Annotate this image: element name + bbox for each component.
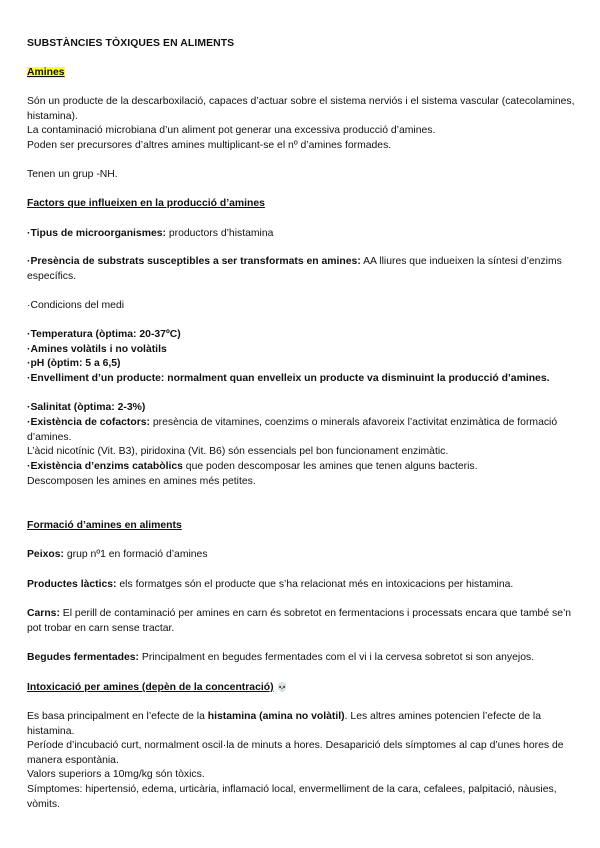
factor-nicotinic: L’àcid nicotínic (Vit. B3), piridoxina (Vit. B6) són essencials pel bon funcionament enzimàtic. bbox=[27, 446, 449, 457]
formation-meat-label: Carns: bbox=[27, 608, 60, 619]
intoxication-p1-start: Es basa principalment en l’efecte de la bbox=[27, 711, 208, 722]
factor-catabolic-label: ·Existència d’enzims catabòlics bbox=[27, 461, 183, 472]
factor-temperature-text: ·Temperatura (òptima: 20-37ºC) bbox=[27, 329, 181, 340]
factor-microorganisms bbox=[27, 227, 583, 242]
formation-heading: Formació d’amines en aliments bbox=[27, 520, 182, 531]
formation-dairy bbox=[27, 578, 583, 593]
formation-meat bbox=[27, 607, 583, 636]
intoxication-paragraph-3: Valors superiors a 10mg/kg són tòxics. bbox=[27, 769, 205, 780]
amines-heading: Amines bbox=[27, 67, 65, 78]
intoxication-heading-line bbox=[27, 680, 583, 696]
document-title: SUBSTÀNCIES TÒXIQUES EN ALIMENTS bbox=[27, 38, 235, 49]
formation-fish bbox=[27, 548, 583, 563]
factor-cofactors bbox=[27, 416, 583, 445]
factor-cofactors-text: presència de vitamines, coenzims o minerals afavoreix l’activitat enzimàtica de formació d’amines. bbox=[27, 417, 558, 443]
intro-paragraph-1: Són un producte de la descarboxilació, capaces d’actuar sobre el sistema nerviós i el sistema vascular (catecolamines, histamina). bbox=[27, 96, 575, 122]
factor-substrates bbox=[27, 255, 583, 284]
formation-dairy-label: Productes làctics: bbox=[27, 579, 117, 590]
factor-temperature bbox=[27, 328, 583, 343]
intoxication-heading: Intoxicació per amines (depèn de la concentració) bbox=[27, 682, 274, 693]
factor-substrates-label: ·Presència de substrats susceptibles a ser transformats en amines: bbox=[27, 256, 361, 267]
intoxication-paragraph-2: Període d’incubació curt, normalment oscil·la de minuts a hores. Desaparició dels símptomes al cap d’unes hores de manera espontània. bbox=[27, 740, 564, 766]
intro-paragraph-3: Poden ser precursores d’altres amines multiplicant-se el nº d’amines formades. bbox=[27, 140, 392, 151]
factor-aging bbox=[27, 372, 583, 387]
intro-paragraph-2: La contaminació microbiana d’un aliment pot generar una excessiva producció d’amines. bbox=[27, 125, 436, 136]
intoxication-p1-end: . Les altres amines potencien l’efecte de la histamina. bbox=[27, 711, 542, 737]
factor-aging-text: ·Envelliment d’un producte: normalment quan envelleix un producte va disminuint la producció d’amines. bbox=[27, 373, 550, 384]
intoxication-paragraph-4: Símptomes: hipertensió, edema, urticària, inflamació local, envermelliment de la cara, cefalees, palpitació, nàusies, vòmits. bbox=[27, 784, 557, 810]
formation-drinks-label: Begudes fermentades: bbox=[27, 652, 140, 663]
factor-salinity bbox=[27, 401, 583, 416]
factor-cofactors-label: ·Existència de cofactors: bbox=[27, 417, 150, 428]
formation-drinks-text: Principalment en begudes fermentades com el vi i la cervesa sobretot si son anyejos. bbox=[139, 652, 535, 663]
factor-ph-text: ·pH (òptim: 5 a 6,5) bbox=[27, 358, 121, 369]
factor-substrates-text: AA lliures que indueixen la síntesi d’enzims específics. bbox=[27, 256, 562, 282]
intoxication-paragraph-1 bbox=[27, 710, 583, 739]
factor-catabolic-text: que poden descomposar les amines que tenen alguns bacteris. bbox=[182, 461, 478, 472]
formation-fish-label: Peixos: bbox=[27, 549, 64, 560]
factor-microorganisms-label: ·Tipus de microorganismes: bbox=[27, 228, 166, 239]
factors-heading: Factors que influeixen en la producció d’amines bbox=[27, 198, 265, 209]
factor-volatile-text: ·Amines volàtils i no volàtils bbox=[27, 344, 167, 355]
formation-fish-text: grup nº1 en formació d’amines bbox=[63, 549, 208, 560]
skull-icon: 💀 bbox=[276, 682, 288, 692]
factor-volatile bbox=[27, 343, 583, 358]
formation-drinks bbox=[27, 651, 583, 666]
amines-heading-line bbox=[27, 66, 583, 81]
factor-catabolic bbox=[27, 460, 583, 475]
factor-conditions: ·Condicions del medi bbox=[27, 300, 125, 311]
formation-meat-text: El perill de contaminació per amines en carn és sobretot en fermentacions i processats encara que també se’n pot trobar en carn sense tractar. bbox=[27, 608, 572, 634]
factor-salinity-text: ·Salinitat (òptima: 2-3%) bbox=[27, 402, 146, 413]
formation-dairy-text: els formatges són el producte que s’ha relacionat més en intoxicacions per histamina. bbox=[116, 579, 514, 590]
factor-ph bbox=[27, 357, 583, 372]
factor-decompose: Descomposen les amines en amines més petites. bbox=[27, 476, 256, 487]
intoxication-p1-bold: histamina (amina no volàtil) bbox=[207, 711, 345, 722]
factor-microorganisms-text: productors d’histamina bbox=[165, 228, 274, 239]
group-text: Tenen un grup -NH. bbox=[27, 169, 118, 180]
